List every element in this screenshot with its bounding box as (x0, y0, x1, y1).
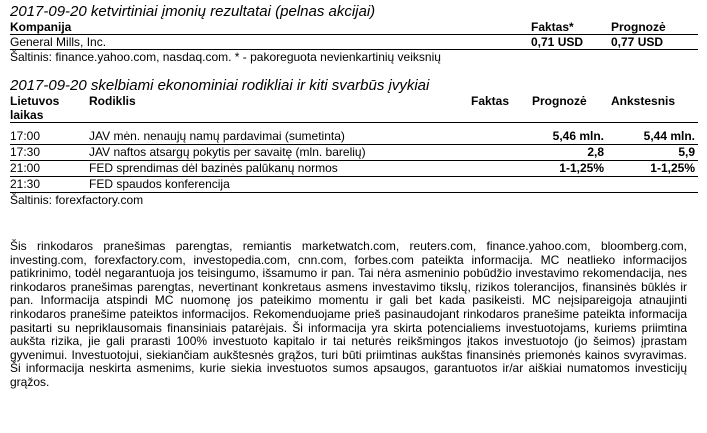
calendar-row (10, 145, 698, 161)
event-previous: 5,9 (678, 145, 695, 159)
event-indicator: JAV mėn. nenaujų namų pardavimai (sumetinta) (89, 129, 345, 143)
header-time-line2: laikas (10, 108, 44, 122)
calendar-title: 2017-09-20 skelbiami ekonominiai rodikliai ir kiti svarbūs įvykiai (10, 77, 430, 94)
earnings-header-row (10, 20, 698, 35)
event-time: 21:30 (10, 177, 41, 191)
event-previous: 1-1,25% (650, 161, 695, 175)
header-prognosis: Prognozė (532, 94, 587, 108)
event-forecast: 1-1,25% (559, 161, 604, 175)
calendar-row (10, 161, 698, 177)
earnings-source: Šaltinis: finance.yahoo.com, nasdaq.com. * - pakoreguota nevienkartinių veiksnių (10, 50, 441, 64)
event-indicator: FED spaudos konferencija (89, 177, 230, 191)
calendar-source: Šaltinis: forexfactory.com (10, 193, 144, 207)
company-name: General Mills, Inc. (10, 35, 107, 49)
event-previous: 5,44 mln. (643, 129, 695, 143)
event-time: 21:00 (10, 161, 41, 175)
header-time (10, 94, 59, 122)
event-forecast: 5,46 mln. (552, 129, 604, 143)
earnings-title: 2017-09-20 ketvirtiniai įmonių rezultatai (pelnas akcijai) (10, 3, 376, 20)
event-time: 17:30 (10, 145, 41, 159)
header-time-line1: Lietuvos (10, 94, 60, 108)
earnings-row (10, 35, 698, 50)
header-previous: Ankstesnis (611, 94, 676, 108)
header-fact: Faktas (471, 94, 510, 108)
header-actual: Faktas* (531, 20, 574, 34)
calendar-header-row (10, 94, 698, 123)
disclaimer-paragraph: Šis rinkodaros pranešimas parengtas, remiantis marketwatch.com, reuters.com, finance.yahoo.com, bloomberg.com, investing.com, forexfactory.com, investopedia.com, cnn.com, forbes.com pateikta informacija. MC neatlieko informacijos patikrinimo, todėl negarantuoja jos teisingumo, išsamumo ir pan. Tai nėra asmeninio pobūdžio investavimo rekomendacija, nes rinkodaros pranešimas parengtas, nevertinant konkretaus asmens investavimo tikslų, rizikos tolerancijos, finansinės būklės ir pan. Informacija atspindi MC nuomonę jos pateikimo momentu ir gali bet kada pasikeisti. MC neįsipareigoja atnaujinti rinkodaros pranešime pateiktos informacijos. Rekomenduojame prieš pasinaudojant rinkodaros pranešime pateikta informacija pasitarti su nepriklausomais finansiniais patarėjais. Ši informacija yra skirta potencialiems investuotojams, kuriems priimtina aukšta rizika, jie gali prarasti 100% investuoto kapitalo ir tai neturės reikšmingos įtakos investuotojo (jo šeimos) įprastam gyvenimui. Investuotojui, siekiančiam aukštesnės grąžos, turi būti priimtinas aukštas finansinės priemonės kainos svyravimas. Ši informacija neskirta asmenims, kurie siekia investuotos sumos apsaugos, garantuotos ir/ar aiškiai numatomos investicijų grąžos. (10, 239, 687, 389)
company-forecast: 0,77 USD (611, 35, 664, 49)
calendar-row (10, 129, 698, 145)
report (10, 0, 698, 207)
event-indicator: JAV naftos atsargų pokytis per savaitę (mln. barelių) (89, 145, 366, 159)
header-forecast: Prognozė (611, 20, 666, 34)
event-time: 17:00 (10, 129, 41, 143)
header-indicator: Rodiklis (89, 94, 136, 108)
event-forecast: 2,8 (587, 145, 604, 159)
calendar-row (10, 177, 698, 193)
company-actual: 0,71 USD (531, 35, 584, 49)
event-indicator: FED sprendimas dėl bazinės palūkanų normos (89, 161, 338, 175)
header-company: Kompanija (10, 20, 72, 34)
